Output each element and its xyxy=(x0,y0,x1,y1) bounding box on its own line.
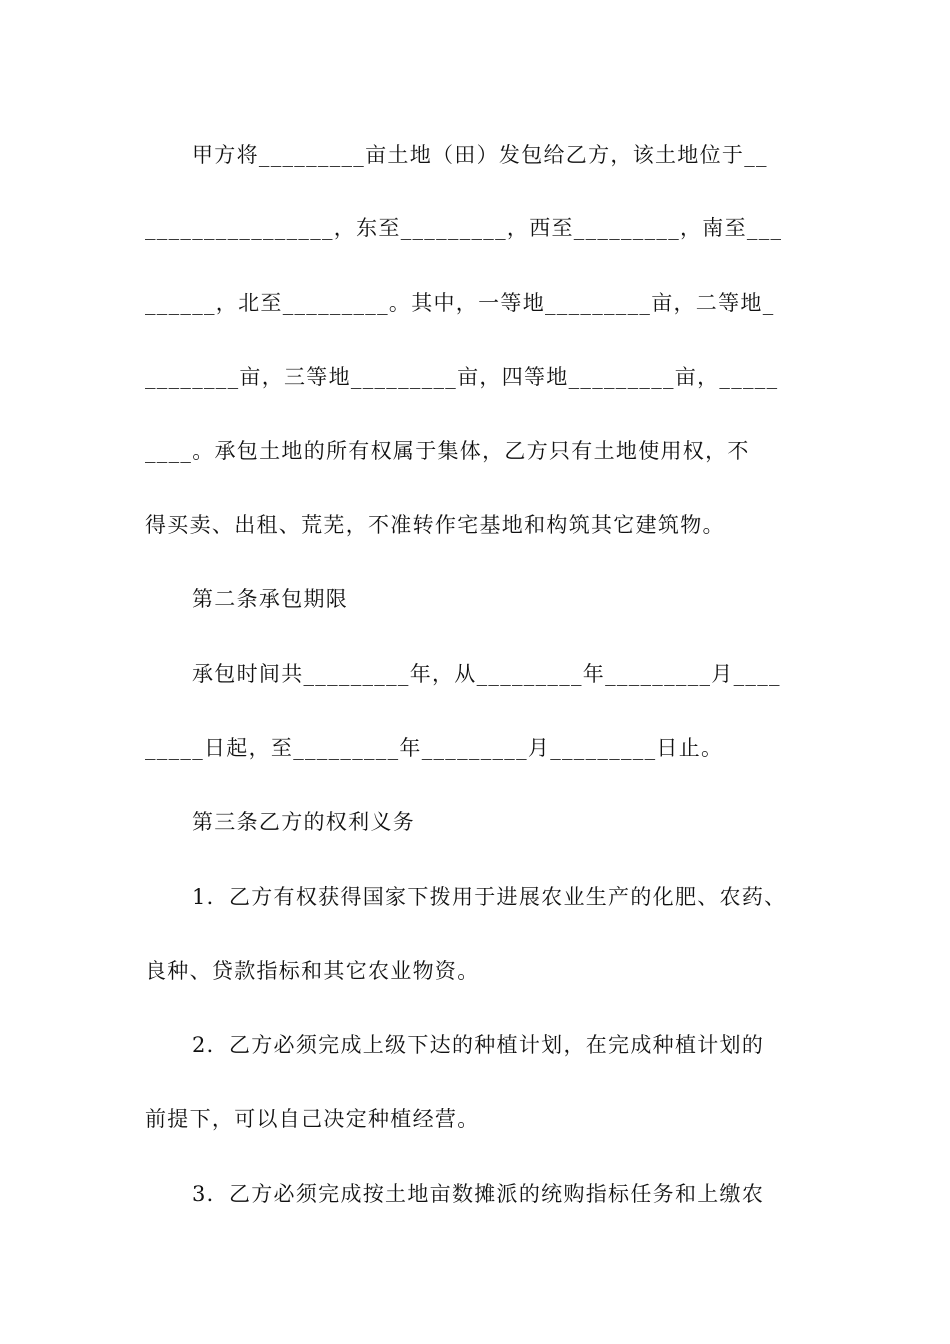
section-heading: 第二条承包期限 xyxy=(192,587,349,611)
paragraph-line: ________亩，三等地_________亩，四等地_________亩，_____ xyxy=(145,365,779,389)
list-item-line: 良种、贷款指标和其它农业物资。 xyxy=(145,959,480,983)
paragraph-line: 得买卖、出租、荒芜，不准转作宅基地和构筑其它建筑物。 xyxy=(145,513,725,537)
paragraph-line: 承包时间共_________年，从_________年_________月____ xyxy=(192,662,781,686)
list-item-line: 3．乙方必须完成按土地亩数摊派的统购指标任务和上缴农 xyxy=(192,1182,765,1206)
list-item-line: 前提下，可以自己决定种植经营。 xyxy=(145,1107,480,1131)
list-item-line: 2．乙方必须完成上级下达的种植计划，在完成种植计划的 xyxy=(192,1033,765,1057)
paragraph-line: ____。承包土地的所有权属于集体，乙方只有土地使用权，不 xyxy=(145,439,750,463)
paragraph-line: ________________，东至_________，西至_________，南至___ xyxy=(145,216,783,240)
paragraph-line: ______，北至_________。其中，一等地_________亩，二等地_ xyxy=(145,291,775,315)
paragraph-line: _____日起，至_________年_________月_________日止。 xyxy=(145,736,724,760)
list-item-line: 1．乙方有权获得国家下拨用于进展农业生产的化肥、农药、 xyxy=(192,885,787,909)
section-heading: 第三条乙方的权利义务 xyxy=(192,810,415,834)
paragraph-line: 甲方将_________亩土地（田）发包给乙方，该土地位于__ xyxy=(192,143,768,167)
